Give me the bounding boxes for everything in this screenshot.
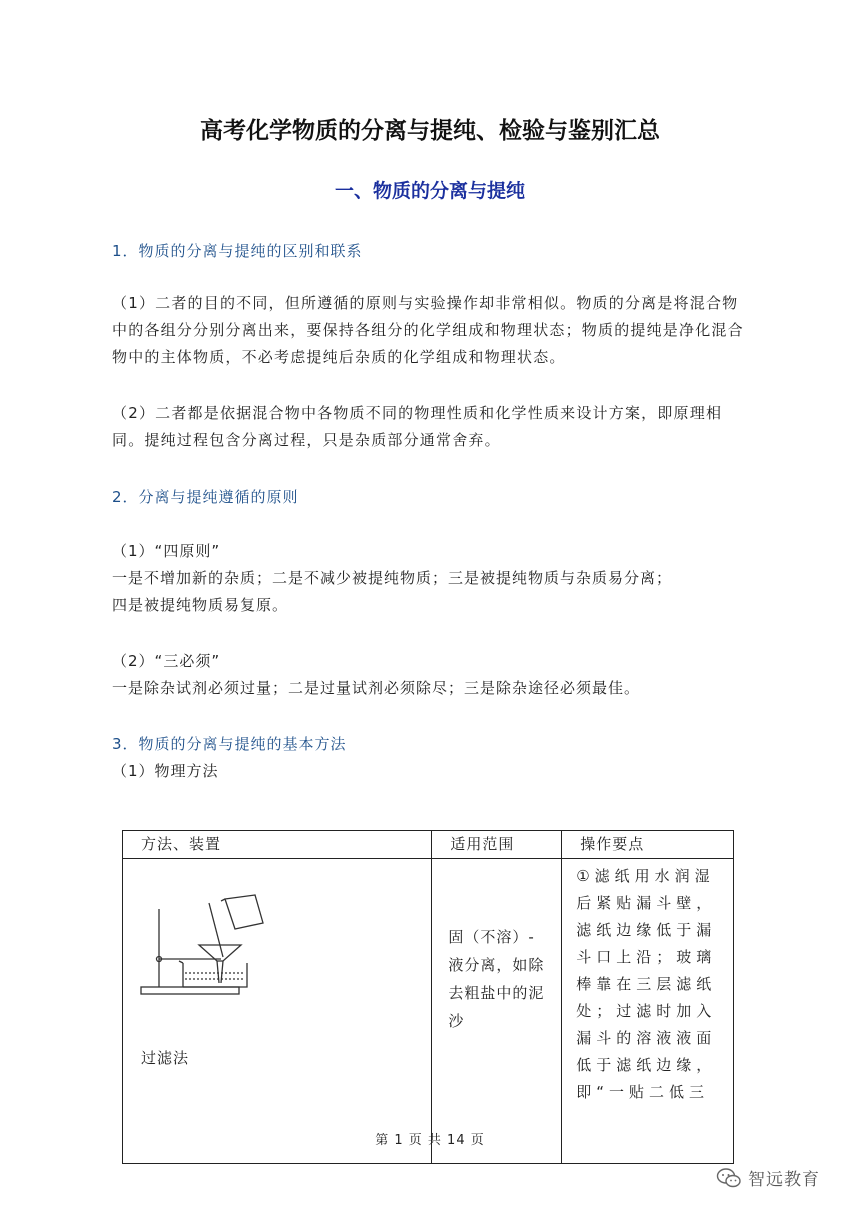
column-header: 操作要点	[562, 831, 734, 859]
operation-points-cell: ①滤纸用水润湿后紧贴漏斗壁，滤纸边缘低于漏斗口上沿；玻璃棒靠在三层滤纸处；过滤时加入漏斗的溶液液面低于滤纸边缘，即“一贴二低三	[562, 859, 734, 1164]
column-header: 方法、装置	[123, 831, 432, 859]
wechat-icon	[716, 1167, 742, 1189]
table-header-row	[123, 831, 734, 859]
page-number: 第 1 页 共 14 页	[375, 1133, 485, 1148]
page-title: 高考化学物质的分离与提纯、检验与鉴别汇总	[200, 118, 660, 144]
paragraph-principle: （2）二者都是依据混合物中各物质不同的物理性质和化学性质来设计方案，即原理相同。提纯过程包含分离过程，只是杂质部分通常舍弃。	[112, 404, 723, 449]
section-title: 一、物质的分离与提纯	[334, 180, 525, 202]
column-header: 适用范围	[432, 831, 562, 859]
apparatus-cell	[123, 859, 432, 1164]
four-principles-line: 四是被提纯物质易复原。	[112, 596, 289, 614]
table-row	[123, 859, 734, 1164]
four-principles-label: （1）“四原则”	[112, 542, 221, 560]
method-name: 过滤法	[141, 1049, 190, 1067]
watermark	[716, 1165, 820, 1190]
three-musts-line: 一是除杂试剂必须过量；二是过量试剂必须除尽；三是除杂途径必须最佳。	[112, 679, 641, 697]
paragraph-purpose: （1）二者的目的不同，但所遵循的原则与实验操作却非常相似。物质的分离是将混合物中的各组分分别分离出来，要保持各组分的化学组成和物理状态；物质的提纯是净化混合物中的主体物质，不必考虑提纯后杂质的化学组成和物理状态。	[112, 294, 744, 366]
three-musts-label: （2）“三必须”	[112, 652, 221, 670]
scope-cell: 固（不溶）-液分离，如除去粗盐中的泥沙	[432, 859, 562, 1164]
four-principles-line: 一是不增加新的杂质；二是不减少被提纯物质；三是被提纯物质与杂质易分离；	[112, 569, 673, 587]
heading-methods: 3．物质的分离与提纯的基本方法	[112, 735, 347, 753]
watermark-text: 智远教育	[748, 1170, 820, 1190]
filtration-apparatus-icon	[137, 889, 267, 999]
physical-methods-label: （1）物理方法	[112, 762, 219, 780]
methods-table	[122, 830, 734, 1164]
heading-principles: 2．分离与提纯遵循的原则	[112, 488, 299, 506]
heading-difference: 1．物质的分离与提纯的区别和联系	[112, 242, 363, 260]
